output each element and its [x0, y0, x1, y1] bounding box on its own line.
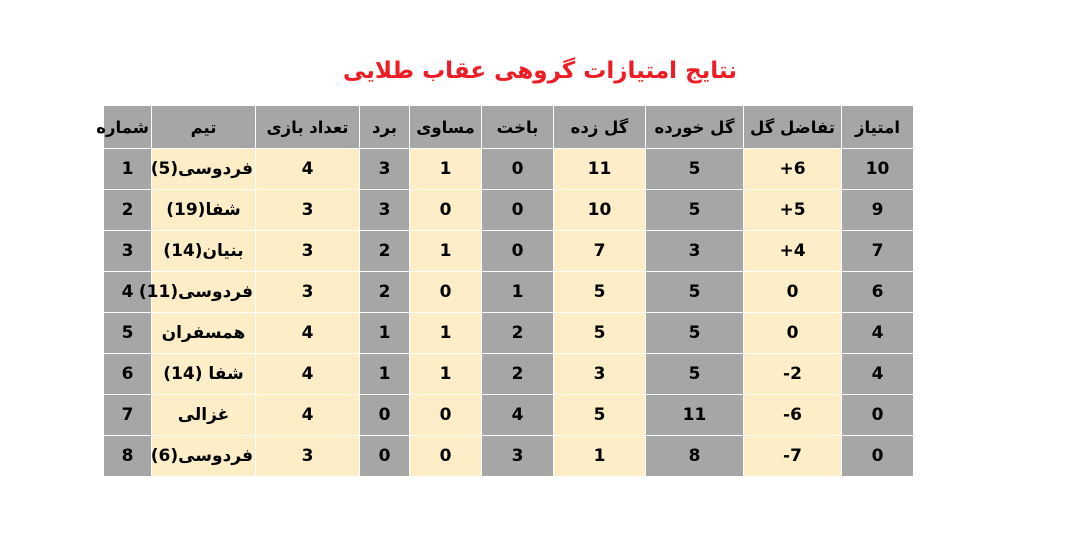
- cell-number: 2: [104, 190, 152, 231]
- cell-goal-difference: 7-: [744, 436, 842, 477]
- cell-team: فردوسی(6): [152, 436, 256, 477]
- column-header-team: تیم: [152, 106, 256, 149]
- cell-lost: 2: [482, 313, 554, 354]
- cell-goal-difference: 0: [744, 313, 842, 354]
- cell-drawn: 1: [410, 231, 482, 272]
- cell-goals-against: 8: [646, 436, 744, 477]
- column-header-won: برد: [360, 106, 410, 149]
- cell-number: 8: [104, 436, 152, 477]
- cell-won: 0: [360, 436, 410, 477]
- cell-won: 0: [360, 395, 410, 436]
- cell-drawn: 1: [410, 313, 482, 354]
- cell-lost: 2: [482, 354, 554, 395]
- cell-number: 4: [104, 272, 152, 313]
- cell-played: 3: [256, 190, 360, 231]
- cell-team: فردوسی(5): [152, 149, 256, 190]
- cell-points: 7: [842, 231, 914, 272]
- cell-goals-for: 5: [554, 272, 646, 313]
- cell-team: شفا(19): [152, 190, 256, 231]
- column-header-number: شماره: [104, 106, 152, 149]
- cell-goals-against: 11: [646, 395, 744, 436]
- cell-goals-against: 5: [646, 313, 744, 354]
- cell-goal-difference: 2-: [744, 354, 842, 395]
- cell-points: 9: [842, 190, 914, 231]
- cell-points: 4: [842, 313, 914, 354]
- column-header-goal-difference: تفاضل گل: [744, 106, 842, 149]
- column-header-goals-for: گل زده: [554, 106, 646, 149]
- cell-number: 7: [104, 395, 152, 436]
- cell-goals-against: 5: [646, 149, 744, 190]
- cell-team: همسفران: [152, 313, 256, 354]
- cell-goals-against: 5: [646, 354, 744, 395]
- cell-lost: 4: [482, 395, 554, 436]
- cell-goal-difference: 6-: [744, 395, 842, 436]
- standings-table-container: [96, 105, 914, 477]
- column-header-goals-against: گل خورده: [646, 106, 744, 149]
- cell-points: 0: [842, 436, 914, 477]
- table-row: [104, 231, 914, 272]
- cell-played: 4: [256, 149, 360, 190]
- cell-goals-for: 10: [554, 190, 646, 231]
- cell-goals-for: 1: [554, 436, 646, 477]
- cell-points: 0: [842, 395, 914, 436]
- standings-table: [96, 105, 914, 477]
- cell-played: 4: [256, 395, 360, 436]
- column-header-played: تعداد بازی: [256, 106, 360, 149]
- cell-drawn: 1: [410, 149, 482, 190]
- column-header-drawn: مساوی: [410, 106, 482, 149]
- cell-team: فردوسی(11): [152, 272, 256, 313]
- cell-lost: 0: [482, 190, 554, 231]
- cell-drawn: 0: [410, 272, 482, 313]
- cell-goal-difference: 5+: [744, 190, 842, 231]
- cell-lost: 3: [482, 436, 554, 477]
- table-row: [104, 354, 914, 395]
- cell-won: 2: [360, 231, 410, 272]
- cell-won: 3: [360, 190, 410, 231]
- table-row: [104, 313, 914, 354]
- cell-won: 2: [360, 272, 410, 313]
- cell-points: 6: [842, 272, 914, 313]
- cell-number: 6: [104, 354, 152, 395]
- cell-number: 1: [104, 149, 152, 190]
- cell-number: 5: [104, 313, 152, 354]
- cell-goal-difference: 6+: [744, 149, 842, 190]
- cell-played: 3: [256, 231, 360, 272]
- cell-goal-difference: 0: [744, 272, 842, 313]
- cell-drawn: 1: [410, 354, 482, 395]
- table-row: [104, 190, 914, 231]
- cell-goals-for: 7: [554, 231, 646, 272]
- cell-played: 3: [256, 272, 360, 313]
- cell-won: 3: [360, 149, 410, 190]
- table-header: [96, 106, 914, 149]
- cell-won: 1: [360, 354, 410, 395]
- page-title: نتایج امتیازات گروهی عقاب طلایی: [343, 58, 737, 84]
- table-body: [104, 149, 914, 477]
- table-row: [104, 395, 914, 436]
- cell-drawn: 0: [410, 190, 482, 231]
- cell-lost: 0: [482, 149, 554, 190]
- cell-played: 4: [256, 313, 360, 354]
- cell-lost: 1: [482, 272, 554, 313]
- cell-drawn: 0: [410, 436, 482, 477]
- cell-points: 10: [842, 149, 914, 190]
- cell-team: غزالی: [152, 395, 256, 436]
- cell-number: 3: [104, 231, 152, 272]
- cell-won: 1: [360, 313, 410, 354]
- cell-goals-for: 11: [554, 149, 646, 190]
- cell-points: 4: [842, 354, 914, 395]
- table-row: [104, 149, 914, 190]
- cell-team: بنیان(14): [152, 231, 256, 272]
- column-header-lost: باخت: [482, 106, 554, 149]
- cell-played: 3: [256, 436, 360, 477]
- cell-goals-against: 5: [646, 272, 744, 313]
- table-row: [104, 272, 914, 313]
- cell-goals-for: 5: [554, 395, 646, 436]
- cell-goals-for: 3: [554, 354, 646, 395]
- cell-goals-against: 3: [646, 231, 744, 272]
- cell-goals-against: 5: [646, 190, 744, 231]
- cell-team: شفا (14): [152, 354, 256, 395]
- cell-lost: 0: [482, 231, 554, 272]
- cell-drawn: 0: [410, 395, 482, 436]
- cell-goals-for: 5: [554, 313, 646, 354]
- cell-goal-difference: 4+: [744, 231, 842, 272]
- cell-played: 4: [256, 354, 360, 395]
- column-header-points: امتیاز: [842, 106, 914, 149]
- table-header-row: [104, 106, 914, 149]
- table-row: [104, 436, 914, 477]
